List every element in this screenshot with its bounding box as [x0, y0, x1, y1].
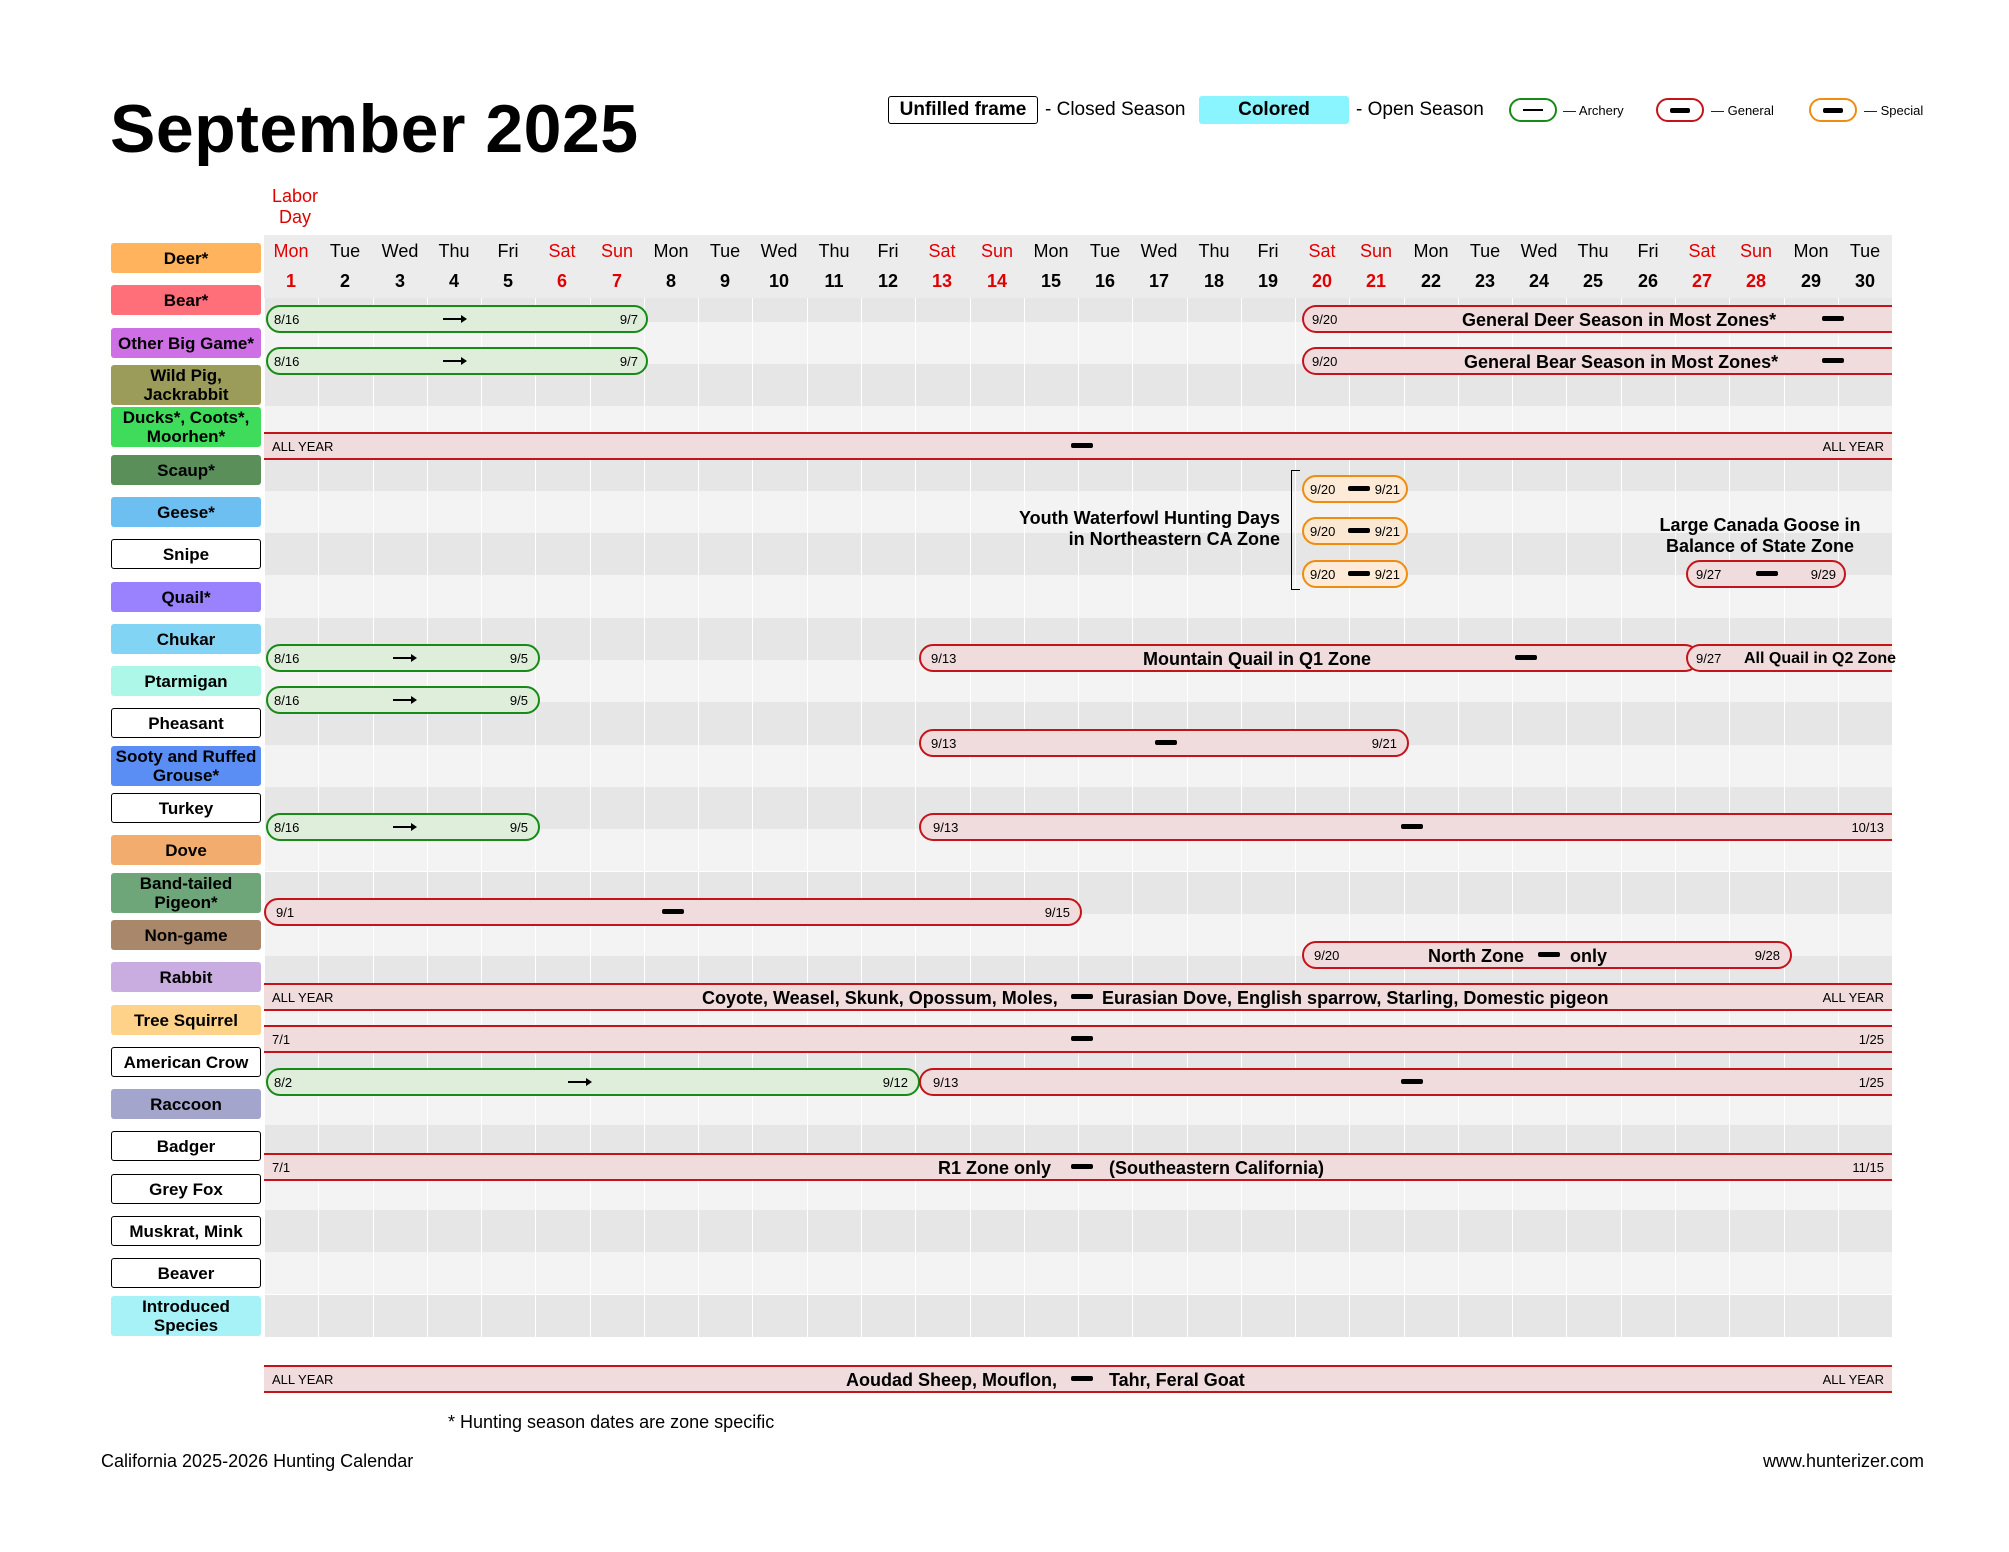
squirrel-archery-start: 8/2 — [274, 1075, 293, 1090]
deer-general-start: 9/20 — [1312, 312, 1338, 327]
grid-column-line — [915, 237, 916, 1400]
day-of-week: Fri — [1257, 241, 1279, 261]
quail-general-start: 9/13 — [931, 651, 957, 666]
rifle-icon — [1155, 740, 1177, 745]
ptarmigan-season — [919, 729, 1409, 757]
nongame-season — [264, 983, 1892, 1011]
archery-icon — [443, 360, 465, 362]
ducks-youth-end: 9/21 — [1374, 482, 1400, 497]
ptarmigan-start: 9/13 — [931, 736, 957, 751]
geese-youth-start: 9/20 — [1310, 567, 1336, 582]
day-number: 8 — [665, 271, 676, 291]
day-of-week: Sun — [1359, 241, 1393, 261]
legend-archery: — Archery — [1563, 103, 1624, 118]
species-label: Other Big Game* — [111, 328, 261, 358]
rabbit-season — [264, 1025, 1892, 1053]
species-label: Beaver — [111, 1258, 261, 1288]
legend-open-text: - Open Season — [1356, 99, 1484, 120]
day-of-week: Sun — [980, 241, 1014, 261]
day-number: 2 — [339, 271, 350, 291]
day-of-week: Sat — [548, 241, 576, 261]
introduced-season — [264, 1365, 1892, 1393]
goose-label-line-2: Balance of State Zone — [1665, 536, 1855, 556]
day-of-week: Tue — [1849, 241, 1881, 261]
footnote: * Hunting season dates are zone specific — [448, 1412, 775, 1432]
chukar-archery-start: 8/16 — [274, 693, 300, 708]
day-of-week: Wed — [760, 241, 798, 261]
day-of-week: Tue — [709, 241, 741, 261]
species-label: Wild Pig, Jackrabbit — [111, 365, 261, 405]
legend-special: — Special — [1864, 103, 1924, 118]
nongame-label-1: Coyote, Weasel, Skunk, Opossum, Moles, — [702, 988, 1058, 1008]
raccoon-season — [264, 1153, 1892, 1181]
archery-icon — [393, 826, 415, 828]
canada-goose-label — [1630, 515, 1890, 557]
quail-q2-start: 9/27 — [1696, 651, 1722, 666]
species-label: Dove — [111, 835, 261, 865]
day-of-week: Fri — [1637, 241, 1659, 261]
deer-archery-start: 8/16 — [274, 312, 300, 327]
day-number: 9 — [719, 271, 730, 291]
deer-general-label: General Deer Season in Most Zones* — [1462, 310, 1777, 330]
scaup-youth-start: 9/20 — [1310, 524, 1336, 539]
rifle-icon — [1071, 1036, 1093, 1041]
goose-label-line-1: Large Canada Goose in — [1659, 515, 1861, 535]
rifle-icon — [1538, 952, 1560, 957]
species-label: Rabbit — [111, 962, 261, 992]
day-number: 12 — [877, 271, 899, 291]
squirrel-archery-season — [266, 1068, 920, 1096]
rifle-icon — [1401, 1079, 1423, 1084]
grouse-archery-season — [266, 813, 540, 841]
squirrel-archery-end: 9/12 — [882, 1075, 908, 1090]
rabbit-start: 7/1 — [272, 1032, 291, 1047]
raccoon-label-2: (Southeastern California) — [1109, 1158, 1325, 1178]
raccoon-label-1: R1 Zone only — [938, 1158, 1052, 1178]
rifle-icon — [1822, 316, 1844, 321]
quail-general-label: Mountain Quail in Q1 Zone — [1143, 649, 1371, 669]
grid-column-line — [1892, 237, 1893, 1400]
species-label: Introduced Species — [111, 1296, 261, 1336]
archery-icon — [1509, 98, 1557, 122]
archery-icon — [393, 657, 415, 659]
species-label: Band-tailed Pigeon* — [111, 873, 261, 913]
day-number: 18 — [1203, 271, 1225, 291]
day-of-week: Sat — [928, 241, 956, 261]
day-of-week: Thu — [1198, 241, 1230, 261]
species-label: Scaup* — [111, 455, 261, 485]
day-number: 30 — [1854, 271, 1876, 291]
day-number: 3 — [394, 271, 405, 291]
day-of-week: Mon — [653, 241, 689, 261]
pigeon-end: 9/28 — [1754, 948, 1780, 963]
day-of-week: Mon — [1033, 241, 1069, 261]
special-rifle-icon — [1809, 98, 1857, 122]
day-of-week: Wed — [1520, 241, 1558, 261]
day-number: 4 — [448, 271, 459, 291]
raccoon-start: 7/1 — [272, 1160, 291, 1175]
scaup-youth-season — [1302, 517, 1408, 545]
rabbit-end: 1/25 — [1858, 1032, 1884, 1047]
rifle-icon — [1348, 486, 1370, 491]
bear-general-label: General Bear Season in Most Zones* — [1464, 352, 1779, 372]
youth-label-line-2: in Northeastern CA Zone — [1068, 529, 1280, 549]
species-label: Deer* — [111, 243, 261, 273]
grouse-general-end: 10/13 — [1851, 820, 1884, 835]
rifle-icon — [1656, 98, 1704, 122]
day-of-week: Tue — [1089, 241, 1121, 261]
grid-column-line — [807, 237, 808, 1400]
rifle-icon — [1071, 443, 1093, 448]
pigeon-start: 9/20 — [1314, 948, 1340, 963]
species-label: Chukar — [111, 624, 261, 654]
holiday-label — [268, 186, 322, 228]
species-label: Raccoon — [111, 1089, 261, 1119]
species-label: Pheasant — [111, 708, 261, 738]
grid-column-line — [644, 237, 645, 1400]
day-number: 5 — [502, 271, 513, 291]
day-of-week: Tue — [329, 241, 361, 261]
ptarmigan-end: 9/21 — [1371, 736, 1397, 751]
chukar-archery-end: 9/5 — [509, 693, 528, 708]
species-label: Quail* — [111, 582, 261, 612]
grid-column-line — [590, 237, 591, 1400]
geese-youth-end: 9/21 — [1374, 567, 1400, 582]
grid-column-line — [264, 237, 265, 1400]
grouse-archery-start: 8/16 — [274, 820, 300, 835]
day-number: 10 — [768, 271, 790, 291]
deer-general-season — [1302, 305, 1892, 333]
quail-archery-start: 8/16 — [274, 651, 300, 666]
day-number: 29 — [1800, 271, 1822, 291]
species-label: Snipe — [111, 539, 261, 569]
scaup-youth-end: 9/21 — [1374, 524, 1400, 539]
raccoon-end: 11/15 — [1852, 1160, 1884, 1175]
species-label: Bear* — [111, 285, 261, 315]
youth-bracket — [1291, 470, 1300, 590]
day-of-week: Fri — [877, 241, 899, 261]
day-number: 19 — [1257, 271, 1279, 291]
grouse-general-start: 9/13 — [933, 820, 959, 835]
bear-general-season — [1302, 347, 1892, 375]
day-number: 28 — [1745, 271, 1767, 291]
footer-left: California 2025-2026 Hunting Calendar — [101, 1451, 414, 1471]
bear-general-start: 9/20 — [1312, 354, 1338, 369]
day-number: 14 — [986, 271, 1008, 291]
bear-archery-end: 9/7 — [619, 354, 638, 369]
page-title: September 2025 — [110, 91, 639, 167]
wild-pig-start: ALL YEAR — [272, 439, 334, 454]
day-number: 15 — [1040, 271, 1062, 291]
grouse-general-season — [919, 813, 1892, 841]
species-label: Muskrat, Mink — [111, 1216, 261, 1246]
youth-label-line-1: Youth Waterfowl Hunting Days — [1019, 508, 1280, 528]
day-of-week: Fri — [497, 241, 519, 261]
grid-column-line — [698, 237, 699, 1400]
day-of-week: Sun — [1739, 241, 1773, 261]
day-of-week: Wed — [381, 241, 419, 261]
day-number: 25 — [1582, 271, 1604, 291]
squirrel-general-season — [919, 1068, 1892, 1096]
day-of-week: Thu — [818, 241, 850, 261]
day-number: 23 — [1474, 271, 1496, 291]
day-of-week: Sun — [600, 241, 634, 261]
legend-open-box: Colored — [1199, 96, 1349, 124]
rifle-icon — [1756, 571, 1778, 576]
legend-general: — General — [1711, 103, 1774, 118]
species-label: Non-game — [111, 920, 261, 950]
day-of-week: Thu — [438, 241, 470, 261]
day-number: 11 — [824, 271, 844, 291]
geese-general-season — [1686, 560, 1846, 588]
geese-general-end: 9/29 — [1810, 567, 1836, 582]
grid-column-line — [861, 237, 862, 1400]
day-number: 26 — [1637, 271, 1659, 291]
rifle-icon — [662, 909, 684, 914]
pigeon-label-1: North Zone — [1428, 946, 1524, 966]
day-number: 21 — [1365, 271, 1387, 291]
dove-start: 9/1 — [276, 905, 295, 920]
ducks-youth-start: 9/20 — [1310, 482, 1336, 497]
grouse-archery-end: 9/5 — [509, 820, 528, 835]
rifle-icon — [1348, 571, 1370, 576]
species-label: Ducks*, Coots*, Moorhen* — [111, 407, 261, 447]
introduced-label-2: Tahr, Feral Goat — [1109, 1370, 1245, 1390]
legend-closed-box: Unfilled frame — [888, 96, 1038, 124]
introduced-end: ALL YEAR — [1822, 1372, 1884, 1387]
wild-pig-season — [264, 432, 1892, 460]
holiday-line-1: Labor — [271, 186, 319, 206]
archery-icon — [568, 1081, 590, 1083]
geese-general-start: 9/27 — [1696, 567, 1722, 582]
species-label: American Crow — [111, 1047, 261, 1077]
archery-icon — [393, 699, 415, 701]
day-number: 24 — [1528, 271, 1550, 291]
bear-archery-season — [266, 347, 648, 375]
introduced-start: ALL YEAR — [272, 1372, 334, 1387]
day-of-week: Mon — [273, 241, 309, 261]
day-of-week: Mon — [1793, 241, 1829, 261]
grid-column-line — [752, 237, 753, 1400]
ducks-youth-season — [1302, 475, 1408, 503]
nongame-label-2: Eurasian Dove, English sparrow, Starling, Domestic pigeon — [1102, 988, 1609, 1008]
deer-archery-end: 9/7 — [619, 312, 638, 327]
rifle-icon — [1401, 824, 1423, 829]
deer-archery-season — [266, 305, 648, 333]
youth-waterfowl-label — [1000, 508, 1280, 550]
footer-right-link[interactable]: www.hunterizer.com — [1762, 1451, 1924, 1471]
pigeon-label-2: only — [1570, 946, 1608, 966]
rifle-icon — [1515, 655, 1537, 660]
quail-general-season — [919, 644, 1699, 672]
squirrel-general-start: 9/13 — [933, 1075, 959, 1090]
day-of-week: Sat — [1688, 241, 1716, 261]
rifle-icon — [1071, 1376, 1093, 1381]
geese-youth-season — [1302, 560, 1408, 588]
holiday-line-2: Day — [278, 207, 311, 227]
wild-pig-end: ALL YEAR — [1822, 439, 1884, 454]
quail-q2-label: All Quail in Q2 Zone — [1744, 650, 1897, 667]
archery-icon — [443, 318, 465, 320]
rifle-icon — [1071, 994, 1093, 999]
pigeon-season — [1302, 941, 1792, 969]
species-label: Ptarmigan — [111, 666, 261, 696]
rifle-icon — [1071, 1164, 1093, 1169]
squirrel-general-end: 1/25 — [1858, 1075, 1884, 1090]
day-of-week: Tue — [1469, 241, 1501, 261]
day-number: 7 — [611, 271, 622, 291]
species-label: Turkey — [111, 793, 261, 823]
day-number: 6 — [556, 271, 567, 291]
dove-season — [264, 898, 1082, 926]
legend-closed-text: - Closed Season — [1045, 99, 1186, 120]
day-number: 13 — [931, 271, 953, 291]
bear-archery-start: 8/16 — [274, 354, 300, 369]
nongame-end: ALL YEAR — [1822, 990, 1884, 1005]
day-of-week: Thu — [1577, 241, 1609, 261]
day-of-week: Mon — [1413, 241, 1449, 261]
quail-q2-season — [1686, 644, 1897, 672]
species-label: Badger — [111, 1131, 261, 1161]
day-number: 16 — [1094, 271, 1116, 291]
species-label: Sooty and Ruffed Grouse* — [111, 746, 261, 786]
species-label: Tree Squirrel — [111, 1005, 261, 1035]
species-label: Grey Fox — [111, 1174, 261, 1204]
chukar-archery-season — [266, 686, 540, 714]
rifle-icon — [1348, 528, 1370, 533]
day-number: 1 — [285, 271, 296, 291]
species-label: Geese* — [111, 497, 261, 527]
quail-archery-end: 9/5 — [509, 651, 528, 666]
nongame-start: ALL YEAR — [272, 990, 334, 1005]
day-number: 22 — [1420, 271, 1442, 291]
rifle-icon — [1822, 358, 1844, 363]
day-of-week: Sat — [1308, 241, 1336, 261]
day-number: 27 — [1691, 271, 1713, 291]
quail-archery-season — [266, 644, 540, 672]
introduced-label-1: Aoudad Sheep, Mouflon, — [846, 1370, 1057, 1390]
day-number: 20 — [1311, 271, 1333, 291]
dove-end: 9/15 — [1044, 905, 1070, 920]
day-number: 17 — [1148, 271, 1170, 291]
day-of-week: Wed — [1140, 241, 1178, 261]
